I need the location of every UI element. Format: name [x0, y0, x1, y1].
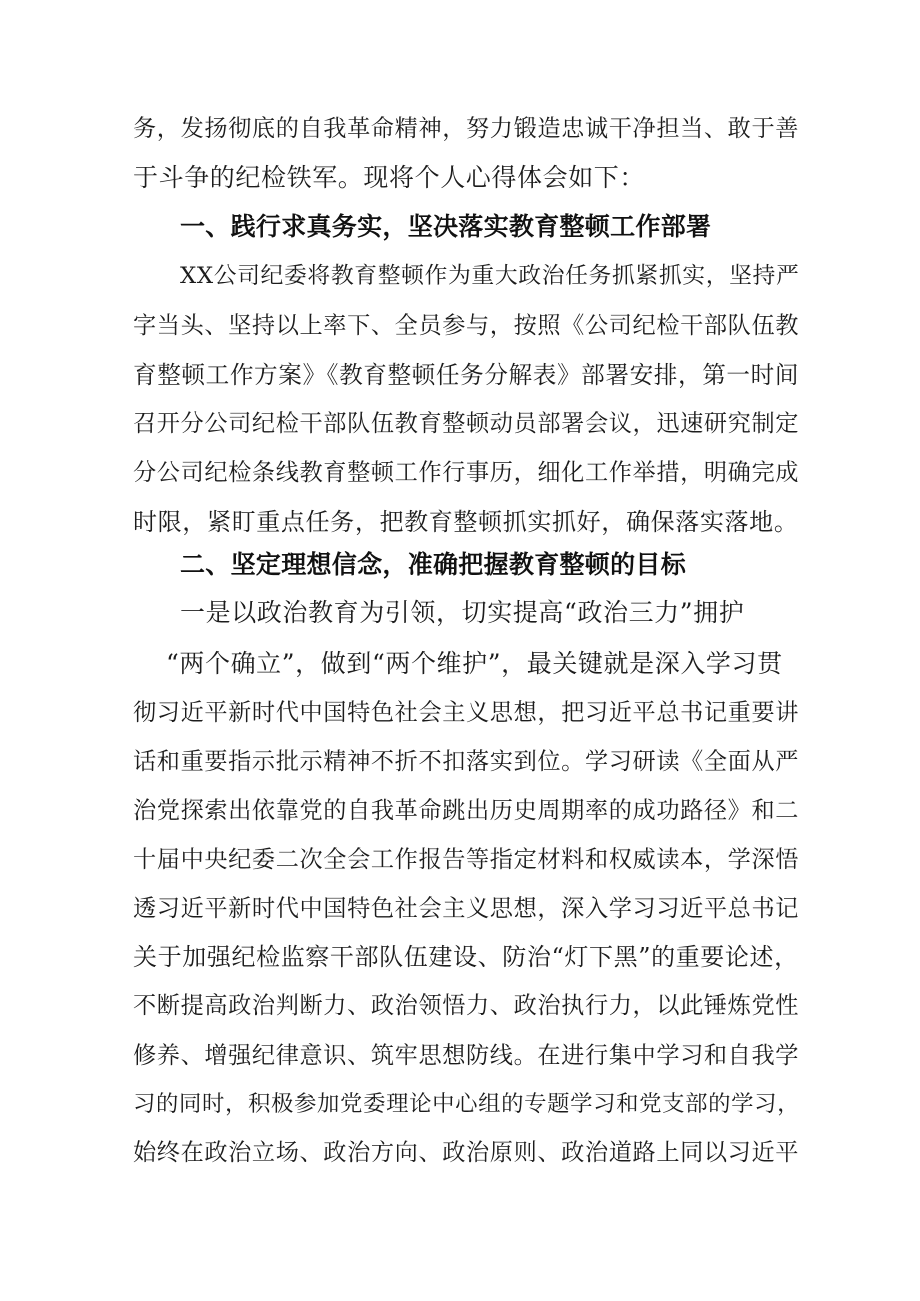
paragraph-line: 不断提高政治判断力、政治领悟力、政治执行力，以此锤炼党性 — [133, 992, 800, 1019]
paragraph-line: 关于加强纪检监察干部队伍建设、防治“灯下黑”的重要论述， — [133, 943, 799, 971]
section-heading-2: 二、坚定理想信念，准确把握教育整顿的目标 — [180, 550, 687, 579]
paragraph-line: 习的同时，积极参加党委理论中心组的专题学习和党支部的学习， — [133, 1091, 801, 1117]
paragraph-line: 十届中央纪委二次全会工作报告等指定材料和权威读本，学深悟 — [133, 846, 800, 873]
paragraph-line: 于斗争的纪检铁军。现将个人心得体会如下： — [133, 163, 646, 192]
paragraph-line: 话和重要指示批示精神不折不扣落实到位。学习研读《全面从严 — [133, 748, 800, 775]
paragraph-line: 一是以政治教育为引领，切实提高“政治三力”拥护 — [180, 598, 745, 627]
paragraph-line: 修养、增强纪律意识、筑牢思想防线。在进行集中学习和自我学 — [133, 1042, 800, 1069]
paragraph-line: 治党探索出依靠党的自我革命跳出历史周期率的成功路径》和二 — [133, 797, 800, 824]
paragraph-line: 透习近平新时代中国特色社会主义思想，深入学习习近平总书记 — [133, 895, 800, 922]
paragraph-line: 字当头、坚持以上率下、全员参与，按照《公司纪检干部队伍教 — [133, 312, 800, 339]
paragraph-line: “两个确立”，做到“两个维护”，最关键就是深入学习贯 — [166, 649, 783, 678]
paragraph-line: XX公司纪委将教育整顿作为重大政治任务抓紧抓实，坚持严 — [180, 263, 800, 289]
paragraph-line: 时限，紧盯重点任务，把教育整顿抓实抓好，确保落实落地。 — [133, 508, 799, 536]
section-heading-1: 一、践行求真务实，坚决落实教育整顿工作部署 — [180, 212, 712, 241]
paragraph-line: 分公司纪检条线教育整顿工作行事历，细化工作举措，明确完成 — [133, 459, 800, 486]
paragraph-line: 育整顿工作方案》《教育整顿任务分解表》部署安排，第一时间 — [133, 361, 800, 389]
paragraph-line: 召开分公司纪检干部队伍教育整顿动员部署会议，迅速研究制定 — [133, 410, 800, 437]
paragraph-line: 彻习近平新时代中国特色社会主义思想，把习近平总书记重要讲 — [133, 699, 800, 726]
paragraph-line: 始终在政治立场、政治方向、政治原则、政治道路上同以习近平 — [133, 1139, 800, 1166]
paragraph-line: 务，发扬彻底的自我革命精神，努力锻造忠诚干净担当、敢于善 — [133, 115, 800, 142]
